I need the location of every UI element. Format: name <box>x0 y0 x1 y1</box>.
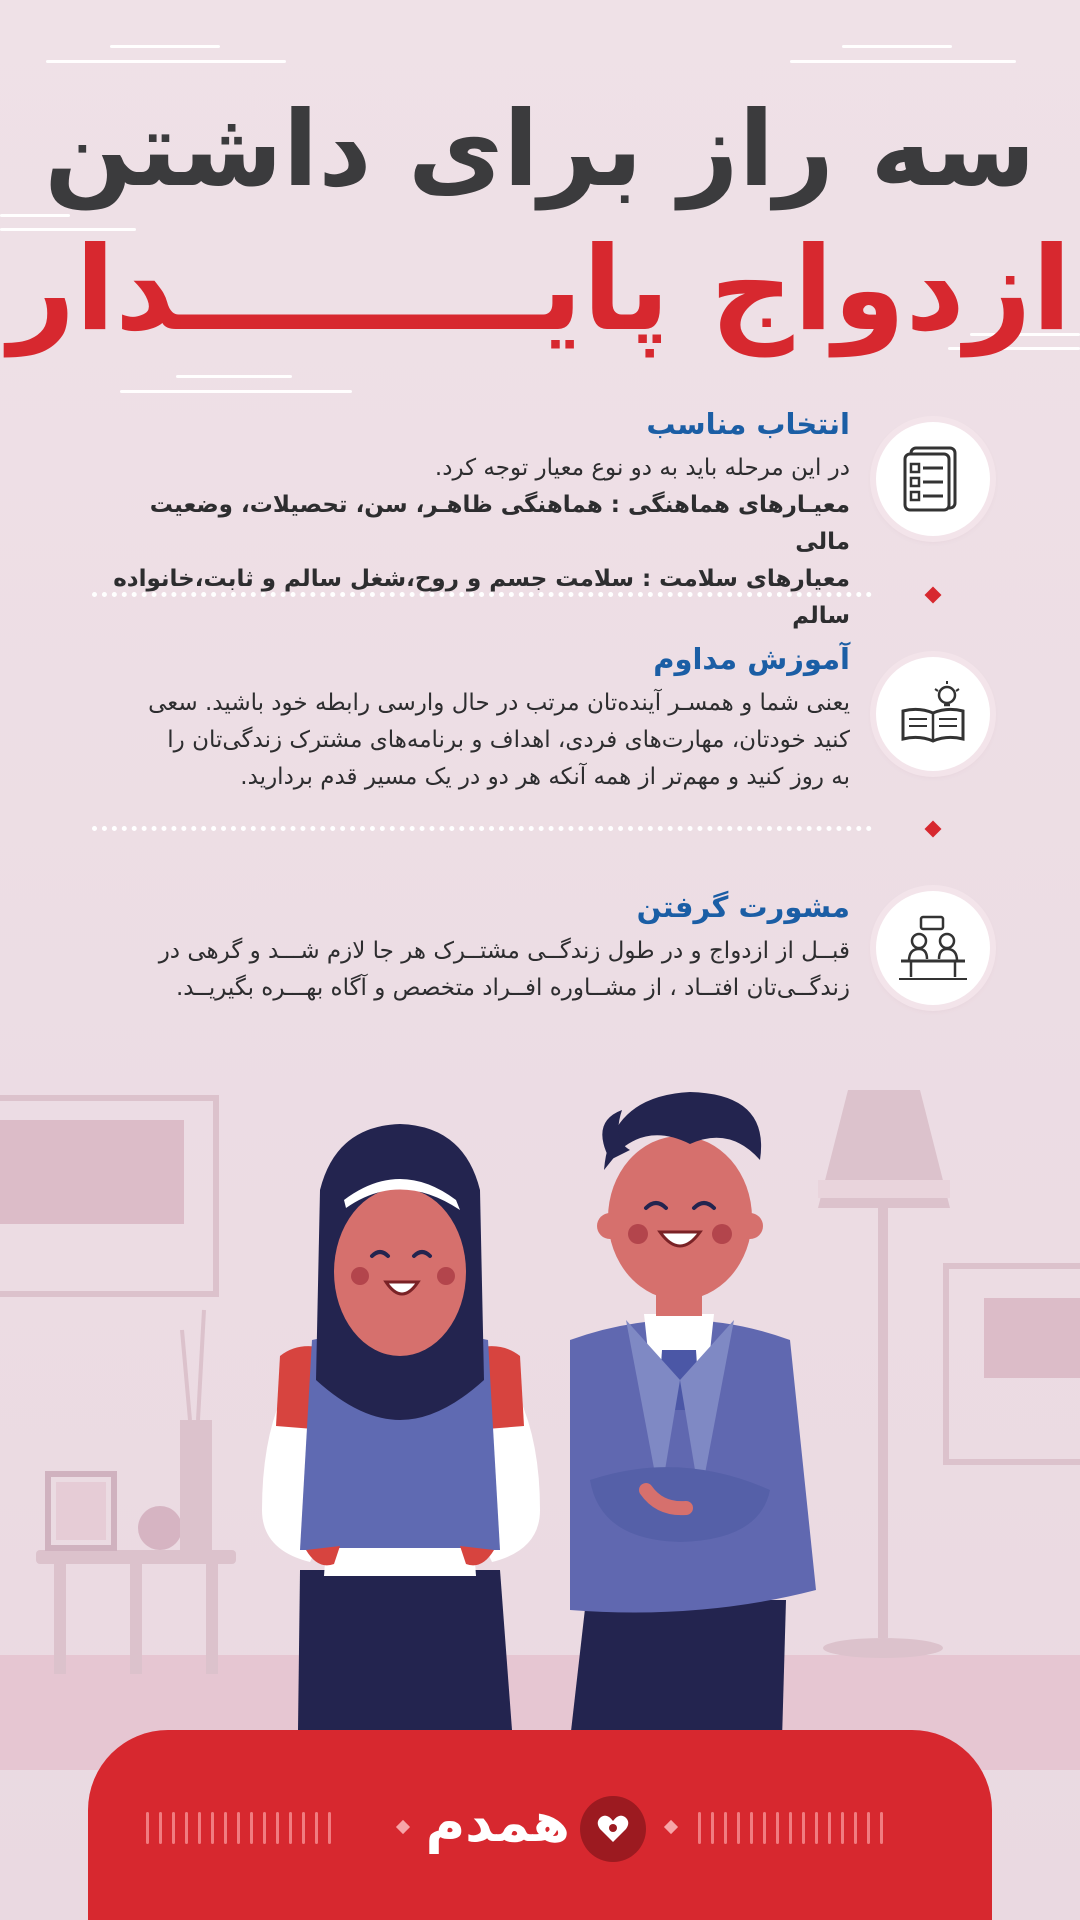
decorative-line <box>120 390 352 393</box>
dotted-divider <box>92 826 872 831</box>
section-text-line: زندگــی‌تان افتــاد ، از مشــاوره افــراد متخصص و آگاه بهـــره بگیریــد. <box>175 975 850 1001</box>
red-diamond-marker <box>925 821 942 838</box>
couple-illustration <box>0 1050 1080 1770</box>
section-title: مشورت گرفتن <box>636 890 850 924</box>
section-text-line: معیـارهای هماهنگی : هماهنگی ظاهـر، سن، تحصیلات، وضعیت مالی <box>149 492 850 555</box>
footer-ticks-right <box>698 1812 883 1844</box>
section-text-line: به روز کنید و مهم‌تر از همه آنکه هر دو در یک مسیر قدم بردارید. <box>240 764 850 790</box>
section-counseling <box>90 889 850 1007</box>
counseling-icon <box>876 891 990 1005</box>
section-continuous-learning <box>90 641 850 796</box>
book-lightbulb-icon <box>876 657 990 771</box>
decorative-line <box>110 45 220 48</box>
section-text-line: کنید خودتان، مهارت‌های فردی، اهداف و برنامه‌های مشترک زندگی‌تان را <box>167 727 850 753</box>
footer-ticks-left <box>146 1812 331 1844</box>
section-text-line: قبــل از ازدواج و در طول زندگــی مشتــرک هر جا لازم شـــد و گرهی در <box>158 938 850 964</box>
decorative-line <box>790 60 1016 63</box>
section-title: آموزش مداوم <box>653 642 850 676</box>
page-title-line2: ازدواج پایـــــــــدار <box>8 222 1072 357</box>
section-text-line: یعنی شما و همسـر آینده‌تان مرتب در حال وارسی رابطه خود باشید. سعی <box>148 690 850 716</box>
section-text-line: معیارهای سلامت : سلامت جسم و روح،شغل سالم و ثابت،خانواده سالم <box>113 566 850 629</box>
section-proper-choice <box>90 406 850 635</box>
decorative-line <box>0 214 70 217</box>
red-diamond-marker <box>925 587 942 604</box>
decorative-line <box>176 375 292 378</box>
checklist-icon <box>876 422 990 536</box>
decorative-line <box>46 60 286 63</box>
decorative-line <box>842 45 952 48</box>
dotted-divider <box>92 592 872 597</box>
section-title: انتخاب مناسب <box>646 407 850 441</box>
section-text-line: در این مرحله باید به دو نوع معیار توجه کرد. <box>434 455 850 481</box>
brand-logo-text: همدم <box>425 1791 570 1854</box>
page-title-line1: سه راز برای داشتن <box>44 88 1036 210</box>
heart-logo-icon <box>580 1796 646 1862</box>
